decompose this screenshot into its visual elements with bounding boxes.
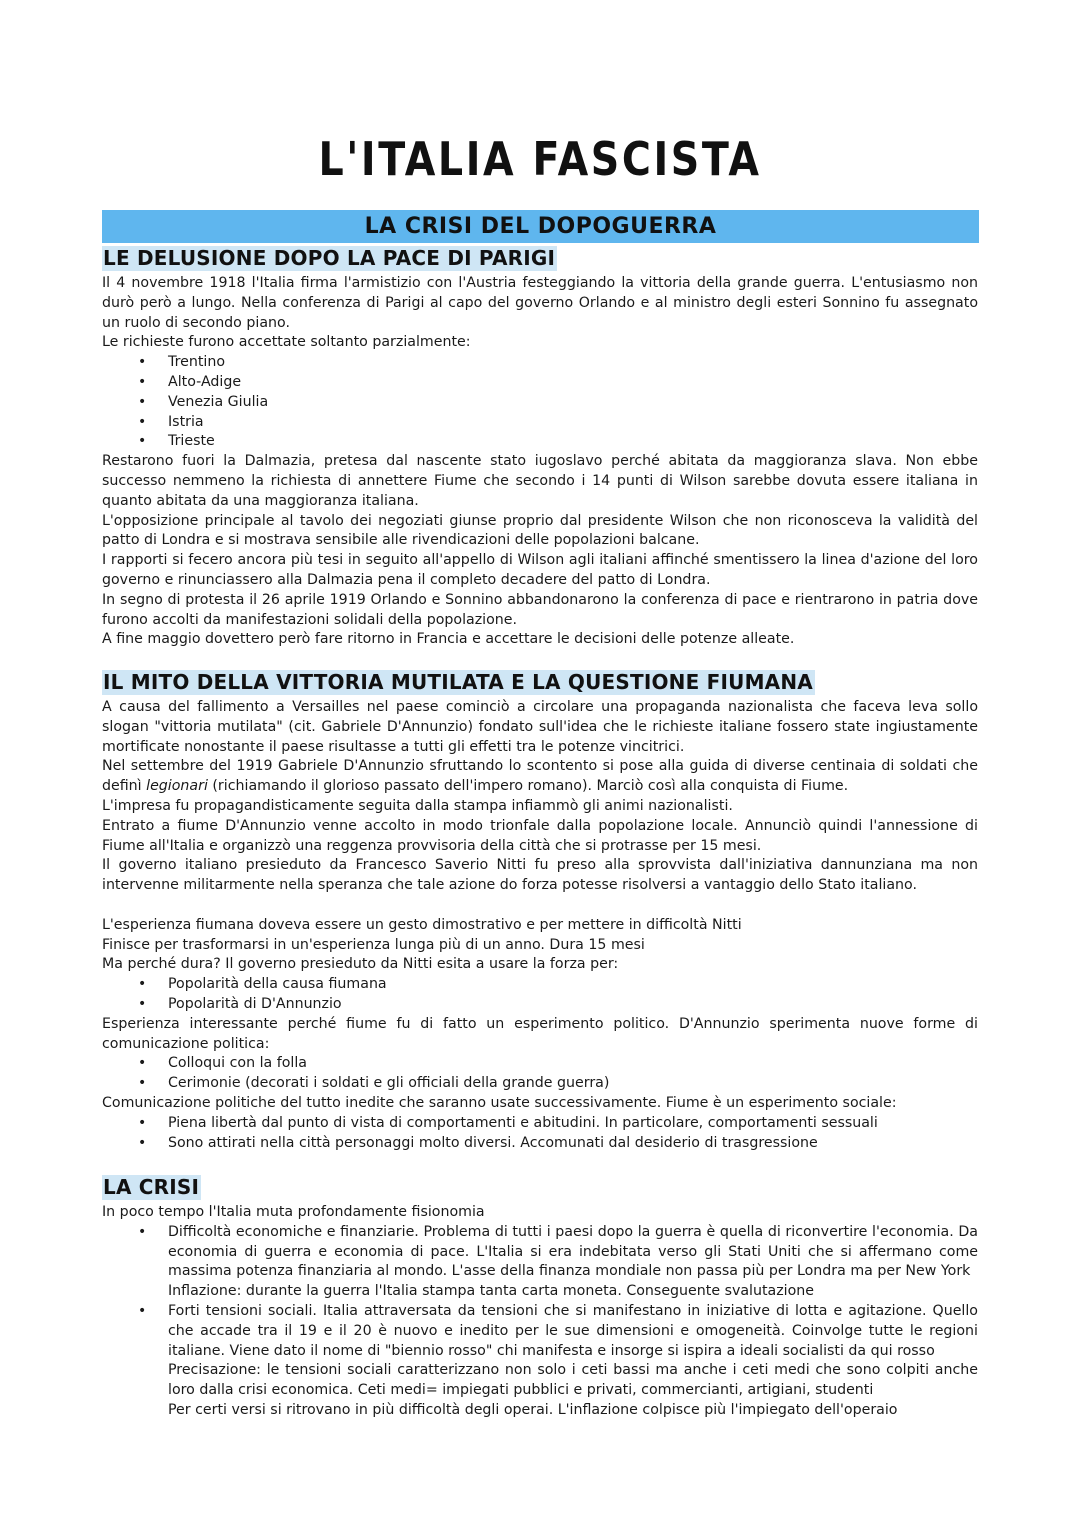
list-item: • Trentino bbox=[168, 353, 978, 373]
list-item-text: Per certi versi si ritrovano in più difficoltà degli operai. L'inflazione colpisce più l'impiegato dell'operaio bbox=[168, 1401, 898, 1418]
paragraph: A fine maggio dovettero però fare ritorno in Francia e accettare le decisioni delle potenze alleate. bbox=[102, 631, 795, 648]
page-title: L'ITALIA FASCISTA bbox=[318, 132, 762, 186]
chapter-banner bbox=[102, 210, 979, 243]
paragraph bbox=[102, 757, 978, 797]
section-body-vittoria-mutilata bbox=[102, 698, 978, 1153]
list-item: • Piena libertà dal punto di vista di comportamenti e abitudini. In particolare, comportamenti sessuali bbox=[168, 1114, 978, 1134]
list-item-text: Inflazione: durante la guerra l'Italia stampa tanta carta moneta. Conseguente svalutazione bbox=[168, 1283, 815, 1300]
bullet-list-esperimento-sociale bbox=[102, 1114, 978, 1154]
paragraph: In segno di protesta il 26 aprile 1919 Orlando e Sonnino abbandonarono la conferenza di pace e rientrarono in patria dove furono accolti da manifestazioni solidali della popolazione. bbox=[102, 591, 978, 628]
list-item-text: Difficoltà economiche e finanziarie. Problema di tutti i paesi dopo la guerra è quella di riconvertire l'economia. Da economia di guerra e economia di pace. L'Italia si era indebitata verso gli Stati Uniti che si affermano come massima potenza finanziaria al mondo. L'asse della finanza mondiale non passa più per Londra ma per New York bbox=[168, 1223, 978, 1280]
list-item: • Popolarità della causa fiumana bbox=[168, 975, 978, 995]
bullet-list-comunicazione bbox=[102, 1054, 978, 1094]
paragraph: Ma perché dura? Il governo presieduto da Nitti esita a usare la forza per: bbox=[102, 956, 619, 973]
paragraph: Restarono fuori la Dalmazia, pretesa dal nascente stato iugoslavo perché abitata da maggioranza slava. Non ebbe successo nemmeno la richiesta di annettere Fiume che secondo i 14 punti di Wilson sarebbe dovuta essere italiana in quanto abitata da una maggioranza italiana. bbox=[102, 453, 978, 509]
list-item: • Venezia Giulia bbox=[168, 393, 978, 413]
paragraph: Il 4 novembre 1918 l'Italia firma l'armistizio con l'Austria festeggiando la vittoria della grande guerra. L'entusiasmo non durò però a lungo. Nella conferenza di Parigi al capo del governo Orlando e al ministro degli esteri Sonnino fu assegnato un ruolo di secondo piano. bbox=[102, 275, 978, 331]
list-item bbox=[168, 1223, 978, 1302]
section-body-la-crisi bbox=[102, 1203, 978, 1421]
paragraph: A causa del fallimento a Versailles nel paese cominciò a circolare una propaganda nazionalista che faceva leva sollo slogan "vittoria mutilata" (cit. Gabriele D'Annunzio) fondato sull'idea che le richieste italiane fossero state ingiustamente mortificate nonostante il paese risultasse a tutti gli effetti tra le potenze vincitrici. bbox=[102, 699, 978, 755]
list-item: • Cerimonie (decorati i soldati e gli officiali della grande guerra) bbox=[168, 1074, 978, 1094]
emphasis-legionari: legionari bbox=[146, 778, 208, 795]
bullet-list-crisi bbox=[102, 1223, 978, 1421]
paragraph: Le richieste furono accettate soltanto parzialmente: bbox=[102, 334, 471, 351]
paragraph: L'esperienza fiumana doveva essere un gesto dimostrativo e per mettere in difficoltà Nitti bbox=[102, 916, 742, 933]
text-run: Nel settembre del 1919 Gabriele D'Annunzio sfruttando lo scontento si pose alla guida di diverse centinaia di soldati che definì bbox=[102, 758, 978, 795]
bullet-list-territories bbox=[102, 353, 978, 452]
paragraph: I rapporti si fecero ancora più tesi in seguito all'appello di Wilson agli italiani affinché smentissero la linea d'azione del loro governo e rinunciassero alla Dalmazia pena il completo decadere del patto di Londra. bbox=[102, 552, 978, 588]
list-item-text: Forti tensioni sociali. Italia attraversata da tensioni che si manifestano in iniziative di lotta e agitazione. Quello che accade tra il 19 e il 20 è nuovo e inedito per le sue dimensioni e omogeneità. Coinvolge tutte le regioni italiane. Viene dato il nome di "biennio rosso" chi manifesta e insorge si ispira a ideali socialisti da qui rosso bbox=[168, 1302, 978, 1359]
list-item: • Popolarità di D'Annunzio bbox=[168, 995, 978, 1015]
section-heading-la-crisi: LA CRISI bbox=[103, 1175, 200, 1199]
bullet-list-popolarita bbox=[102, 975, 978, 1015]
list-item: • Istria bbox=[168, 413, 978, 433]
list-item: • Trieste bbox=[168, 432, 978, 452]
section-body-delusione bbox=[102, 274, 978, 650]
list-item: • Colloqui con la folla bbox=[168, 1054, 978, 1074]
chapter-banner-label: LA CRISI DEL DOPOGUERRA bbox=[364, 214, 717, 239]
paragraph: L'impresa fu propagandisticamente seguita dalla stampa infiammò gli animi nazionalisti. bbox=[102, 797, 733, 814]
paragraph: L'opposizione principale al tavolo dei negoziati giunse proprio dal presidente Wilson che non riconosceva la validità del patto di Londra e si mostrava sensibile alle rivendicazioni delle popolazioni balcane. bbox=[102, 512, 978, 549]
section-heading-vittoria-mutilata: IL MITO DELLA VITTORIA MUTILATA E LA QUESTIONE FIUMANA bbox=[103, 670, 813, 694]
list-item: • Alto-Adige bbox=[168, 373, 978, 393]
list-item: • Sono attirati nella città personaggi molto diversi. Accomunati dal desiderio di trasgressione bbox=[168, 1134, 978, 1154]
paragraph: Esperienza interessante perché fiume fu di fatto un esperimento politico. D'Annunzio sperimenta nuove forme di comunicazione politica: bbox=[102, 1015, 978, 1052]
paragraph: Entrato a fiume D'Annunzio venne accolto in modo trionfale dalla popolazione locale. Annunciò quindi l'annessione di Fiume all'Italia e organizzò una reggenza provvisoria della città che si protrasse per 15 mesi. bbox=[102, 817, 978, 854]
spacer bbox=[102, 896, 978, 916]
paragraph: In poco tempo l'Italia muta profondamente fisionomia bbox=[102, 1204, 485, 1220]
list-item bbox=[168, 1302, 978, 1421]
section-heading-delusione: LE DELUSIONE DOPO LA PACE DI PARIGI bbox=[103, 246, 556, 270]
paragraph: Il governo italiano presieduto da Francesco Saverio Nitti fu preso alla sprovvista dall'iniziativa dannunziana ma non intervenne militarmente nella speranza che tale azione do forza potesse risolversi a vantaggio dello Stato italiano. bbox=[102, 857, 978, 894]
text-run: (richiamando il glorioso passato dell'impero romano). Marciò così alla conquista di Fiume. bbox=[207, 778, 849, 795]
list-item-text: Precisazione: le tensioni sociali caratterizzano non solo i ceti bassi ma anche i ceti medi che sono colpiti anche loro dalla crisi economica. Ceti medi= impiegati pubblici e privati, commercianti, artigiani, studenti bbox=[168, 1362, 978, 1399]
paragraph: Comunicazione politiche del tutto inedite che saranno usate successivamente. Fiume è un esperimento sociale: bbox=[102, 1094, 897, 1111]
paragraph: Finisce per trasformarsi in un'esperienza lunga più di un anno. Dura 15 mesi bbox=[102, 936, 645, 953]
